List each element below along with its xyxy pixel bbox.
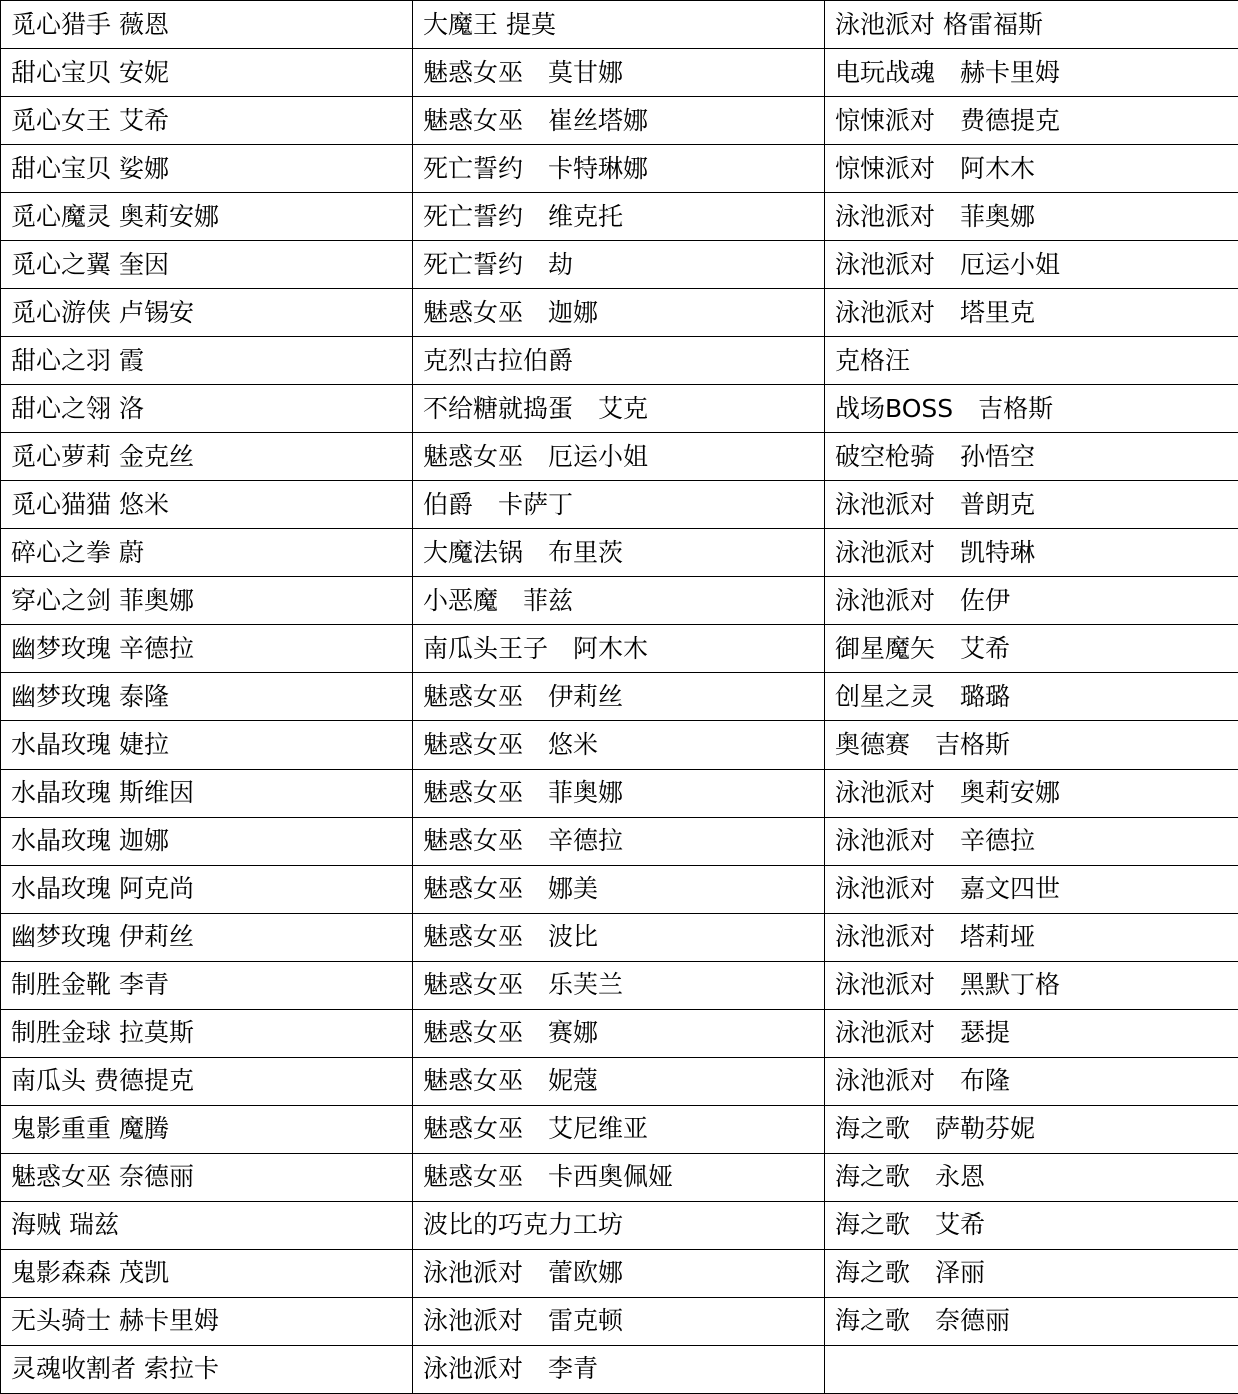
table-cell: 战场BOSS 吉格斯 bbox=[825, 385, 1238, 433]
table-row bbox=[1, 913, 1238, 961]
table-row bbox=[1, 337, 1238, 385]
table-cell: 克格汪 bbox=[825, 337, 1238, 385]
table-row bbox=[1, 481, 1238, 529]
table-row bbox=[1, 577, 1238, 625]
table-cell: 海之歌 泽丽 bbox=[825, 1249, 1238, 1297]
table-cell: 灵魂收割者 索拉卡 bbox=[1, 1345, 413, 1393]
table-cell: 觅心萝莉 金克丝 bbox=[1, 433, 413, 481]
table-row bbox=[1, 865, 1238, 913]
table-cell: 死亡誓约 劫 bbox=[413, 241, 825, 289]
table-row bbox=[1, 97, 1238, 145]
table-row bbox=[1, 1201, 1238, 1249]
table-cell: 觅心猫猫 悠米 bbox=[1, 481, 413, 529]
table-cell: 魅惑女巫 辛德拉 bbox=[413, 817, 825, 865]
table-row bbox=[1, 1345, 1238, 1393]
table-cell: 海之歌 永恩 bbox=[825, 1153, 1238, 1201]
table-row bbox=[1, 1297, 1238, 1345]
table-cell: 波比的巧克力工坊 bbox=[413, 1201, 825, 1249]
table-row bbox=[1, 625, 1238, 673]
table-cell: 海贼 瑞兹 bbox=[1, 1201, 413, 1249]
table-cell: 海之歌 萨勒芬妮 bbox=[825, 1105, 1238, 1153]
table-cell: 泳池派对 奥莉安娜 bbox=[825, 769, 1238, 817]
table-cell: 泳池派对 蕾欧娜 bbox=[413, 1249, 825, 1297]
table-cell: 制胜金球 拉莫斯 bbox=[1, 1009, 413, 1057]
table-row bbox=[1, 673, 1238, 721]
table-cell: 大魔法锅 布里茨 bbox=[413, 529, 825, 577]
table-cell: 泳池派对 黑默丁格 bbox=[825, 961, 1238, 1009]
table-cell: 水晶玫瑰 斯维因 bbox=[1, 769, 413, 817]
table-row bbox=[1, 529, 1238, 577]
table-cell: 水晶玫瑰 阿克尚 bbox=[1, 865, 413, 913]
table-cell: 魅惑女巫 妮蔻 bbox=[413, 1057, 825, 1105]
table-cell: 惊悚派对 阿木木 bbox=[825, 145, 1238, 193]
table-cell: 泳池派对 凯特琳 bbox=[825, 529, 1238, 577]
table-cell: 惊悚派对 费德提克 bbox=[825, 97, 1238, 145]
table-cell: 觅心猎手 薇恩 bbox=[1, 1, 413, 49]
table-row bbox=[1, 961, 1238, 1009]
table-cell: 鬼影森森 茂凯 bbox=[1, 1249, 413, 1297]
table-row bbox=[1, 193, 1238, 241]
table-row bbox=[1, 721, 1238, 769]
table-cell: 泳池派对 嘉文四世 bbox=[825, 865, 1238, 913]
table-row bbox=[1, 49, 1238, 97]
table-cell: 泳池派对 厄运小姐 bbox=[825, 241, 1238, 289]
table-cell: 觅心游侠 卢锡安 bbox=[1, 289, 413, 337]
table-cell: 甜心之羽 霞 bbox=[1, 337, 413, 385]
table-cell: 制胜金靴 李青 bbox=[1, 961, 413, 1009]
table-cell: 水晶玫瑰 迦娜 bbox=[1, 817, 413, 865]
table-cell: 御星魔矢 艾希 bbox=[825, 625, 1238, 673]
table-cell: 水晶玫瑰 婕拉 bbox=[1, 721, 413, 769]
table-row bbox=[1, 289, 1238, 337]
table-cell: 泳池派对 塔里克 bbox=[825, 289, 1238, 337]
table-cell: 泳池派对 普朗克 bbox=[825, 481, 1238, 529]
skin-list-body bbox=[1, 1, 1238, 1394]
table-cell: 泳池派对 雷克顿 bbox=[413, 1297, 825, 1345]
table-cell: 幽梦玫瑰 泰隆 bbox=[1, 673, 413, 721]
table-cell: 魅惑女巫 莫甘娜 bbox=[413, 49, 825, 97]
table-cell: 碎心之拳 蔚 bbox=[1, 529, 413, 577]
table-cell: 奥德赛 吉格斯 bbox=[825, 721, 1238, 769]
table-cell: 不给糖就捣蛋 艾克 bbox=[413, 385, 825, 433]
table-cell: 甜心之翎 洛 bbox=[1, 385, 413, 433]
table-cell: 魅惑女巫 赛娜 bbox=[413, 1009, 825, 1057]
table-cell: 克烈古拉伯爵 bbox=[413, 337, 825, 385]
table-cell: 无头骑士 赫卡里姆 bbox=[1, 1297, 413, 1345]
table-cell: 魅惑女巫 迦娜 bbox=[413, 289, 825, 337]
table-row bbox=[1, 1, 1238, 49]
table-cell: 破空枪骑 孙悟空 bbox=[825, 433, 1238, 481]
table-cell: 泳池派对 李青 bbox=[413, 1345, 825, 1393]
table-cell: 泳池派对 塔莉垭 bbox=[825, 913, 1238, 961]
table-cell: 死亡誓约 维克托 bbox=[413, 193, 825, 241]
table-row bbox=[1, 1009, 1238, 1057]
table-row bbox=[1, 385, 1238, 433]
table-cell: 魅惑女巫 伊莉丝 bbox=[413, 673, 825, 721]
table-cell: 死亡誓约 卡特琳娜 bbox=[413, 145, 825, 193]
table-cell bbox=[825, 1345, 1238, 1393]
table-cell: 魅惑女巫 厄运小姐 bbox=[413, 433, 825, 481]
table-row bbox=[1, 1057, 1238, 1105]
table-cell: 魅惑女巫 卡西奥佩娅 bbox=[413, 1153, 825, 1201]
table-cell: 伯爵 卡萨丁 bbox=[413, 481, 825, 529]
table-cell: 电玩战魂 赫卡里姆 bbox=[825, 49, 1238, 97]
table-cell: 魅惑女巫 菲奥娜 bbox=[413, 769, 825, 817]
table-cell: 魅惑女巫 悠米 bbox=[413, 721, 825, 769]
table-row bbox=[1, 433, 1238, 481]
table-cell: 海之歌 奈德丽 bbox=[825, 1297, 1238, 1345]
table-row bbox=[1, 769, 1238, 817]
table-cell: 泳池派对 佐伊 bbox=[825, 577, 1238, 625]
table-cell: 魅惑女巫 娜美 bbox=[413, 865, 825, 913]
table-row bbox=[1, 241, 1238, 289]
table-cell: 觅心魔灵 奥莉安娜 bbox=[1, 193, 413, 241]
table-cell: 泳池派对 菲奥娜 bbox=[825, 193, 1238, 241]
table-cell: 创星之灵 璐璐 bbox=[825, 673, 1238, 721]
table-cell: 甜心宝贝 娑娜 bbox=[1, 145, 413, 193]
table-cell: 觅心女王 艾希 bbox=[1, 97, 413, 145]
table-cell: 魅惑女巫 波比 bbox=[413, 913, 825, 961]
table-cell: 大魔王 提莫 bbox=[413, 1, 825, 49]
table-cell: 幽梦玫瑰 伊莉丝 bbox=[1, 913, 413, 961]
table-cell: 泳池派对 布隆 bbox=[825, 1057, 1238, 1105]
table-row bbox=[1, 817, 1238, 865]
table-cell: 泳池派对 辛德拉 bbox=[825, 817, 1238, 865]
table-cell: 穿心之剑 菲奥娜 bbox=[1, 577, 413, 625]
table-cell: 幽梦玫瑰 辛德拉 bbox=[1, 625, 413, 673]
table-row bbox=[1, 1153, 1238, 1201]
table-cell: 南瓜头 费德提克 bbox=[1, 1057, 413, 1105]
table-cell: 泳池派对 瑟提 bbox=[825, 1009, 1238, 1057]
table-row bbox=[1, 1249, 1238, 1297]
table-cell: 魅惑女巫 崔丝塔娜 bbox=[413, 97, 825, 145]
table-cell: 魅惑女巫 奈德丽 bbox=[1, 1153, 413, 1201]
table-cell: 南瓜头王子 阿木木 bbox=[413, 625, 825, 673]
table-row bbox=[1, 145, 1238, 193]
table-cell: 泳池派对 格雷福斯 bbox=[825, 1, 1238, 49]
table-cell: 觅心之翼 奎因 bbox=[1, 241, 413, 289]
table-cell: 鬼影重重 魔腾 bbox=[1, 1105, 413, 1153]
table-cell: 小恶魔 菲兹 bbox=[413, 577, 825, 625]
table-cell: 甜心宝贝 安妮 bbox=[1, 49, 413, 97]
table-row bbox=[1, 1105, 1238, 1153]
table-cell: 魅惑女巫 乐芙兰 bbox=[413, 961, 825, 1009]
table-cell: 海之歌 艾希 bbox=[825, 1201, 1238, 1249]
table-cell: 魅惑女巫 艾尼维亚 bbox=[413, 1105, 825, 1153]
